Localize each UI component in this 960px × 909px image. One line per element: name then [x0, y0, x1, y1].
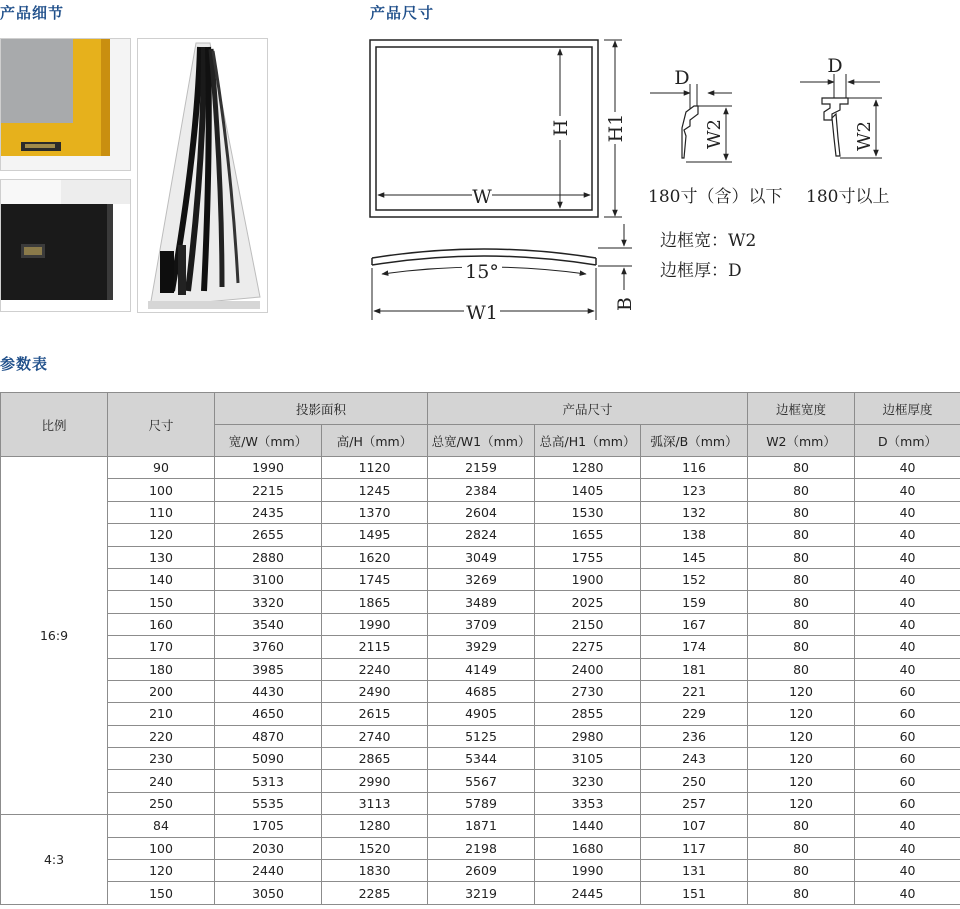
table-cell: 138	[641, 524, 748, 546]
header-total-width-w1: 总宽/W1（mm）	[428, 425, 535, 457]
table-cell: 2655	[215, 524, 322, 546]
label-w2-large: W2	[854, 121, 875, 151]
table-cell: 2030	[215, 837, 322, 859]
table-row	[1, 725, 960, 747]
table-cell: 2609	[428, 860, 535, 882]
table-cell: 100	[108, 837, 215, 859]
table-cell: 2490	[322, 680, 428, 702]
table-cell: 1245	[322, 479, 428, 501]
table-cell: 3105	[535, 748, 641, 770]
profile-section-small	[650, 67, 732, 162]
photo-frame-corner-black	[0, 179, 131, 312]
table-cell: 3050	[215, 882, 322, 904]
table-cell: 2615	[322, 703, 428, 725]
label-w: W	[472, 186, 492, 208]
table-cell: 1680	[535, 837, 641, 859]
table-cell: 159	[641, 591, 748, 613]
table-cell: 150	[108, 882, 215, 904]
table-cell: 1865	[322, 591, 428, 613]
table-cell: 1440	[535, 815, 641, 837]
table-cell: 250	[641, 770, 748, 792]
table-cell: 145	[641, 546, 748, 568]
table-cell: 200	[108, 680, 215, 702]
table-cell: 80	[748, 479, 855, 501]
table-cell: 1530	[535, 501, 641, 523]
table-cell: 181	[641, 658, 748, 680]
table-cell: 60	[855, 770, 960, 792]
table-cell: 250	[108, 792, 215, 814]
table-cell: 2865	[322, 748, 428, 770]
table-cell: 40	[855, 546, 960, 568]
label-h1: H1	[605, 113, 627, 143]
table-row	[1, 568, 960, 590]
table-cell: 120	[748, 703, 855, 725]
table-cell: 2025	[535, 591, 641, 613]
table-cell: 100	[108, 479, 215, 501]
table-cell: 40	[855, 837, 960, 859]
label-w2-small: W2	[704, 119, 725, 149]
note-frame-thickness: 边框厚：D	[660, 261, 742, 281]
table-cell: 40	[855, 815, 960, 837]
table-cell: 2604	[428, 501, 535, 523]
table-cell: 1745	[322, 568, 428, 590]
table-cell: 80	[748, 837, 855, 859]
table-row	[1, 680, 960, 702]
table-cell: 123	[641, 479, 748, 501]
table-cell: 3929	[428, 636, 535, 658]
photo-frame-corner-yellow	[0, 38, 131, 171]
table-cell: 40	[855, 524, 960, 546]
table-cell: 240	[108, 770, 215, 792]
table-cell: 5090	[215, 748, 322, 770]
profile-section-large	[800, 55, 882, 158]
table-cell: 150	[108, 591, 215, 613]
table-cell: 60	[855, 703, 960, 725]
table-cell: 120	[748, 680, 855, 702]
table-cell: 3113	[322, 792, 428, 814]
table-cell: 2740	[322, 725, 428, 747]
table-cell: 1120	[322, 457, 428, 479]
table-cell: 40	[855, 658, 960, 680]
table-cell: 40	[855, 457, 960, 479]
table-cell: 1495	[322, 524, 428, 546]
table-cell: 60	[855, 748, 960, 770]
caption-180-and-below: 180寸（含）以下	[648, 187, 783, 207]
table-cell: 140	[108, 568, 215, 590]
table-cell: 1370	[322, 501, 428, 523]
header-w2: W2（mm）	[748, 425, 855, 457]
table-row	[1, 479, 960, 501]
table-cell: 1830	[322, 860, 428, 882]
table-cell: 2400	[535, 658, 641, 680]
label-angle: 15°	[465, 261, 499, 283]
label-b: B	[614, 297, 636, 311]
table-cell: 80	[748, 546, 855, 568]
table-cell: 1705	[215, 815, 322, 837]
table-cell: 170	[108, 636, 215, 658]
table-cell: 2824	[428, 524, 535, 546]
table-cell: 2285	[322, 882, 428, 904]
table-cell: 120	[108, 860, 215, 882]
table-cell: 160	[108, 613, 215, 635]
dimensions-heading: 产品尺寸	[370, 4, 435, 22]
table-cell: 80	[748, 568, 855, 590]
table-cell: 2275	[535, 636, 641, 658]
table-row	[1, 658, 960, 680]
table-cell: 2115	[322, 636, 428, 658]
header-product-dimensions: 产品尺寸	[428, 393, 748, 425]
table-cell: 2159	[428, 457, 535, 479]
table-cell: 2198	[428, 837, 535, 859]
table-cell: 3100	[215, 568, 322, 590]
table-cell: 120	[748, 770, 855, 792]
table-cell: 120	[748, 748, 855, 770]
table-cell: 1405	[535, 479, 641, 501]
table-cell: 167	[641, 613, 748, 635]
table-cell: 3219	[428, 882, 535, 904]
table-cell: 220	[108, 725, 215, 747]
table-cell: 4149	[428, 658, 535, 680]
parameter-table	[0, 392, 960, 905]
table-cell: 1990	[535, 860, 641, 882]
table-cell: 221	[641, 680, 748, 702]
header-size: 尺寸	[108, 393, 215, 457]
table-cell: 132	[641, 501, 748, 523]
table-cell: 80	[748, 613, 855, 635]
table-cell: 120	[108, 524, 215, 546]
ratio-cell: 4:3	[1, 815, 108, 905]
table-cell: 2150	[535, 613, 641, 635]
table-cell: 2215	[215, 479, 322, 501]
header-total-height-h1: 总高/H1（mm）	[535, 425, 641, 457]
table-cell: 80	[748, 658, 855, 680]
header-arc-depth-b: 弧深/B（mm）	[641, 425, 748, 457]
table-body	[1, 457, 960, 905]
table-cell: 1620	[322, 546, 428, 568]
table-row	[1, 748, 960, 770]
table-cell: 1280	[322, 815, 428, 837]
table-cell: 80	[748, 457, 855, 479]
table-row	[1, 770, 960, 792]
table-cell: 40	[855, 568, 960, 590]
table-cell: 40	[855, 860, 960, 882]
table-cell: 60	[855, 792, 960, 814]
table-row	[1, 815, 960, 837]
table-cell: 1990	[322, 613, 428, 635]
table-cell: 5567	[428, 770, 535, 792]
table-cell: 120	[748, 792, 855, 814]
caption-above-180: 180寸以上	[806, 187, 890, 207]
header-frame-thickness: 边框厚度	[855, 393, 960, 425]
label-h: H	[550, 119, 572, 137]
table-cell: 1655	[535, 524, 641, 546]
table-cell: 80	[748, 860, 855, 882]
table-cell: 40	[855, 882, 960, 904]
table-row	[1, 501, 960, 523]
table-cell: 40	[855, 636, 960, 658]
table-cell: 4650	[215, 703, 322, 725]
table-cell: 152	[641, 568, 748, 590]
table-cell: 60	[855, 680, 960, 702]
table-cell: 1900	[535, 568, 641, 590]
table-cell: 2440	[215, 860, 322, 882]
dimension-diagram	[360, 28, 960, 328]
table-cell: 90	[108, 457, 215, 479]
table-cell: 3760	[215, 636, 322, 658]
table-cell: 5313	[215, 770, 322, 792]
table-cell: 2445	[535, 882, 641, 904]
table-row	[1, 457, 960, 479]
table-cell: 4685	[428, 680, 535, 702]
table-cell: 2730	[535, 680, 641, 702]
table-cell: 257	[641, 792, 748, 814]
header-frame-width: 边框宽度	[748, 393, 855, 425]
table-cell: 3320	[215, 591, 322, 613]
table-cell: 80	[748, 591, 855, 613]
table-cell: 110	[108, 501, 215, 523]
table-cell: 1755	[535, 546, 641, 568]
table-row	[1, 546, 960, 568]
header-height-h: 高/H（mm）	[322, 425, 428, 457]
table-cell: 3709	[428, 613, 535, 635]
table-cell: 60	[855, 725, 960, 747]
table-cell: 1280	[535, 457, 641, 479]
table-cell: 131	[641, 860, 748, 882]
table-cell: 2240	[322, 658, 428, 680]
table-cell: 5535	[215, 792, 322, 814]
table-cell: 243	[641, 748, 748, 770]
table-cell: 2384	[428, 479, 535, 501]
table-row	[1, 703, 960, 725]
table-cell: 80	[748, 636, 855, 658]
table-cell: 3985	[215, 658, 322, 680]
table-row	[1, 613, 960, 635]
table-cell: 40	[855, 501, 960, 523]
table-cell: 3540	[215, 613, 322, 635]
label-d-small: D	[674, 67, 690, 89]
table-row	[1, 792, 960, 814]
table-cell: 210	[108, 703, 215, 725]
table-cell: 107	[641, 815, 748, 837]
table-cell: 40	[855, 479, 960, 501]
table-cell: 2990	[322, 770, 428, 792]
table-cell: 4905	[428, 703, 535, 725]
table-cell: 174	[641, 636, 748, 658]
table-cell: 130	[108, 546, 215, 568]
table-cell: 3489	[428, 591, 535, 613]
ratio-cell: 16:9	[1, 457, 108, 815]
table-cell: 3049	[428, 546, 535, 568]
table-row	[1, 837, 960, 859]
table-cell: 4430	[215, 680, 322, 702]
table-cell: 229	[641, 703, 748, 725]
table-row	[1, 860, 960, 882]
table-row	[1, 591, 960, 613]
table-cell: 80	[748, 524, 855, 546]
table-row	[1, 524, 960, 546]
header-d: D（mm）	[855, 425, 960, 457]
table-cell: 80	[748, 501, 855, 523]
header-ratio: 比例	[1, 393, 108, 457]
details-heading: 产品细节	[0, 4, 65, 22]
table-cell: 180	[108, 658, 215, 680]
table-cell: 116	[641, 457, 748, 479]
table-cell: 5789	[428, 792, 535, 814]
table-cell: 5125	[428, 725, 535, 747]
table-cell: 1871	[428, 815, 535, 837]
header-projection-area: 投影面积	[215, 393, 428, 425]
table-cell: 151	[641, 882, 748, 904]
table-cell: 40	[855, 591, 960, 613]
table-cell: 5344	[428, 748, 535, 770]
params-heading: 参数表	[0, 355, 49, 373]
table-cell: 1990	[215, 457, 322, 479]
table-cell: 84	[108, 815, 215, 837]
table-cell: 3353	[535, 792, 641, 814]
photo-packaged-frame-profiles	[137, 38, 268, 313]
table-cell: 117	[641, 837, 748, 859]
header-width-w: 宽/W（mm）	[215, 425, 322, 457]
table-cell: 3269	[428, 568, 535, 590]
table-row	[1, 882, 960, 904]
table-row	[1, 636, 960, 658]
table-cell: 2435	[215, 501, 322, 523]
table-cell: 1520	[322, 837, 428, 859]
table-cell: 2880	[215, 546, 322, 568]
note-frame-width: 边框宽：W2	[660, 231, 757, 251]
label-w1: W1	[466, 302, 498, 324]
table-cell: 80	[748, 882, 855, 904]
table-cell: 2855	[535, 703, 641, 725]
table-cell: 120	[748, 725, 855, 747]
table-cell: 2980	[535, 725, 641, 747]
table-cell: 80	[748, 815, 855, 837]
label-d-large: D	[827, 55, 843, 77]
table-cell: 4870	[215, 725, 322, 747]
table-cell: 3230	[535, 770, 641, 792]
table-cell: 40	[855, 613, 960, 635]
table-cell: 236	[641, 725, 748, 747]
table-cell: 230	[108, 748, 215, 770]
